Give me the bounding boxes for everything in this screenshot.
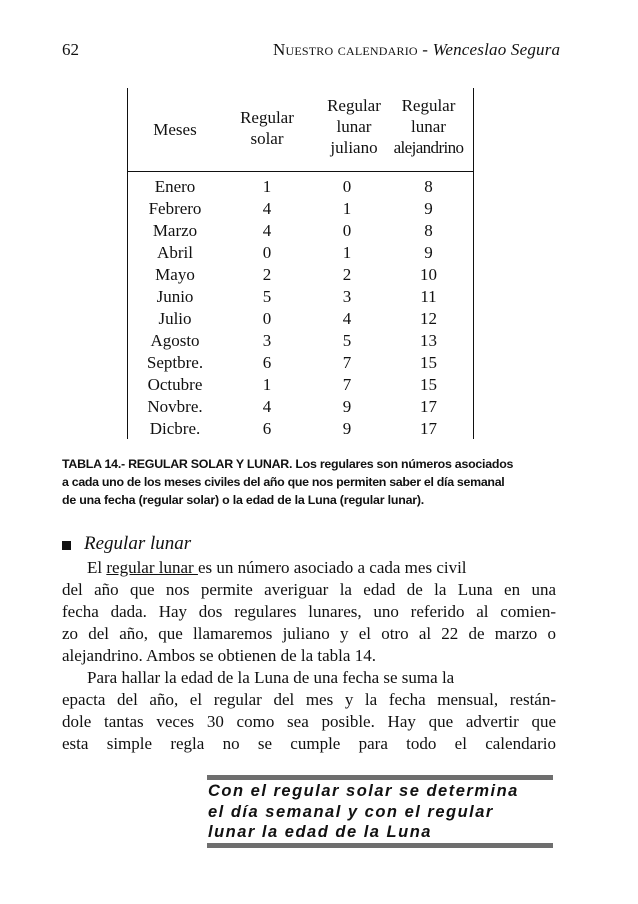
table-header-rule — [127, 171, 474, 172]
body-line: del año que nos permite averiguar la edad de la Luna en una — [62, 580, 556, 599]
cell-mes: Junio — [156, 287, 194, 306]
cell-regular-juliano: 3 — [342, 287, 352, 306]
cell-regular-juliano: 1 — [342, 199, 352, 218]
cell-regular-alejandrino: 8 — [424, 177, 433, 196]
cell-regular-solar: 0 — [262, 243, 272, 262]
cell-regular-juliano: 4 — [342, 309, 352, 328]
cell-regular-solar: 2 — [262, 265, 272, 284]
header-regular-lunar-alejandrino — [383, 95, 474, 158]
body-line: zo del año, que llamaremos juliano y el otro al 22 de marzo o — [62, 624, 556, 643]
section-title: Regular lunar — [84, 533, 192, 554]
cell-mes: Enero — [154, 177, 196, 196]
cell-regular-alejandrino: 17 — [420, 397, 437, 416]
header-meses: Meses — [153, 120, 197, 139]
square-bullet-icon — [62, 541, 71, 550]
cell-mes: Julio — [158, 309, 192, 328]
cell-regular-juliano: 1 — [342, 243, 352, 262]
header-line: solar — [250, 129, 284, 148]
page-number: 62 — [62, 40, 79, 59]
header-line: juliano — [330, 138, 378, 157]
author-name: Wenceslao Segura — [432, 40, 561, 59]
table-caption — [62, 455, 556, 509]
cell-mes: Marzo — [152, 221, 198, 240]
cell-regular-solar: 4 — [262, 221, 272, 240]
header-line: lunar — [411, 117, 446, 136]
header-line: lunar — [336, 117, 372, 136]
cell-regular-juliano: 9 — [342, 397, 352, 416]
cell-mes: Septbre. — [146, 353, 204, 372]
header-line: Regular — [327, 96, 381, 115]
cell-regular-juliano: 7 — [342, 375, 352, 394]
cell-regular-juliano: 5 — [342, 331, 352, 350]
column-meses — [127, 176, 223, 440]
regulares-table — [127, 88, 474, 439]
cell-mes: Agosto — [150, 331, 200, 350]
cell-regular-juliano: 2 — [342, 265, 352, 284]
cell-regular-juliano: 9 — [342, 419, 352, 438]
header-line: Regular — [401, 96, 456, 115]
cell-mes: Octubre — [147, 375, 203, 394]
cell-mes: Abril — [157, 243, 193, 262]
column-regular-juliano — [304, 176, 390, 440]
header-line: Regular — [240, 108, 294, 127]
pull-quote-bottom-rule — [207, 843, 553, 848]
cell-regular-juliano: 7 — [342, 353, 352, 372]
cell-regular-solar: 6 — [262, 353, 272, 372]
cell-regular-solar: 4 — [262, 199, 272, 218]
cell-regular-alejandrino: 9 — [424, 243, 433, 262]
body-line: esta simple regla no se cumple para todo el calendario — [62, 734, 556, 753]
cell-regular-solar: 3 — [262, 331, 272, 350]
running-title — [273, 40, 560, 60]
title-separator: - — [417, 40, 433, 59]
cell-regular-alejandrino: 8 — [424, 221, 433, 240]
pull-quote-text — [208, 781, 519, 843]
cell-mes: Dicbre. — [149, 419, 201, 438]
body-fragment: es un número asociado a cada mes civil — [197, 558, 467, 577]
cell-regular-alejandrino: 12 — [420, 309, 437, 328]
book-title: Nuestro calendario — [273, 40, 418, 59]
cell-regular-solar: 6 — [262, 419, 272, 438]
caption-line: a cada uno de los meses civiles del año que nos permiten saber el día semanal — [62, 475, 505, 489]
cell-regular-alejandrino: 10 — [420, 265, 437, 284]
cell-regular-alejandrino: 13 — [420, 331, 437, 350]
column-regular-solar — [223, 176, 311, 440]
pull-quote-line: el día semanal y con el regular — [208, 802, 494, 821]
body-line — [62, 557, 556, 579]
underlined-term: regular lunar — [106, 558, 198, 577]
body-line: epacta del año, el regular del mes y la fecha mensual, restán- — [62, 690, 556, 709]
cell-regular-solar: 5 — [262, 287, 272, 306]
body-line: dole tantas veces 30 como sea posible. Hay que advertir que — [62, 712, 556, 731]
cell-regular-solar: 1 — [262, 375, 272, 394]
cell-mes: Mayo — [155, 265, 195, 284]
cell-regular-alejandrino: 11 — [420, 287, 437, 306]
cell-regular-alejandrino: 17 — [420, 419, 437, 438]
cell-regular-solar: 1 — [262, 177, 272, 196]
cell-mes: Novbre. — [147, 397, 203, 416]
caption-line: TABLA 14.- REGULAR SOLAR Y LUNAR. Los regulares son números asociados — [62, 457, 514, 471]
cell-regular-juliano: 0 — [342, 177, 352, 196]
cell-mes: Febrero — [148, 199, 202, 218]
cell-regular-solar: 4 — [262, 397, 272, 416]
cell-regular-alejandrino: 15 — [420, 353, 437, 372]
header-regular-solar — [223, 107, 311, 149]
cell-regular-solar: 0 — [262, 309, 272, 328]
cell-regular-juliano: 0 — [342, 221, 352, 240]
caption-line: de una fecha (regular solar) o la edad de la Luna (regular lunar). — [62, 493, 425, 507]
header-line: alejandrino — [393, 138, 464, 157]
body-fragment: El — [87, 558, 107, 577]
pull-quote-line: Con el regular solar se determina — [208, 782, 519, 800]
pull-quote-line: lunar la edad de la Luna — [208, 823, 432, 841]
body-text — [62, 557, 556, 755]
pull-quote-top-rule — [207, 775, 553, 780]
cell-regular-alejandrino: 9 — [424, 199, 433, 218]
body-line: fecha dada. Hay dos regulares lunares, uno referido al comien- — [62, 602, 556, 621]
cell-regular-alejandrino: 15 — [420, 375, 437, 394]
column-regular-alejandrino — [383, 176, 474, 440]
body-line: alejandrino. Ambos se obtienen de la tabla 14. — [62, 646, 376, 665]
body-line: Para hallar la edad de la Luna de una fecha se suma la — [87, 668, 455, 687]
